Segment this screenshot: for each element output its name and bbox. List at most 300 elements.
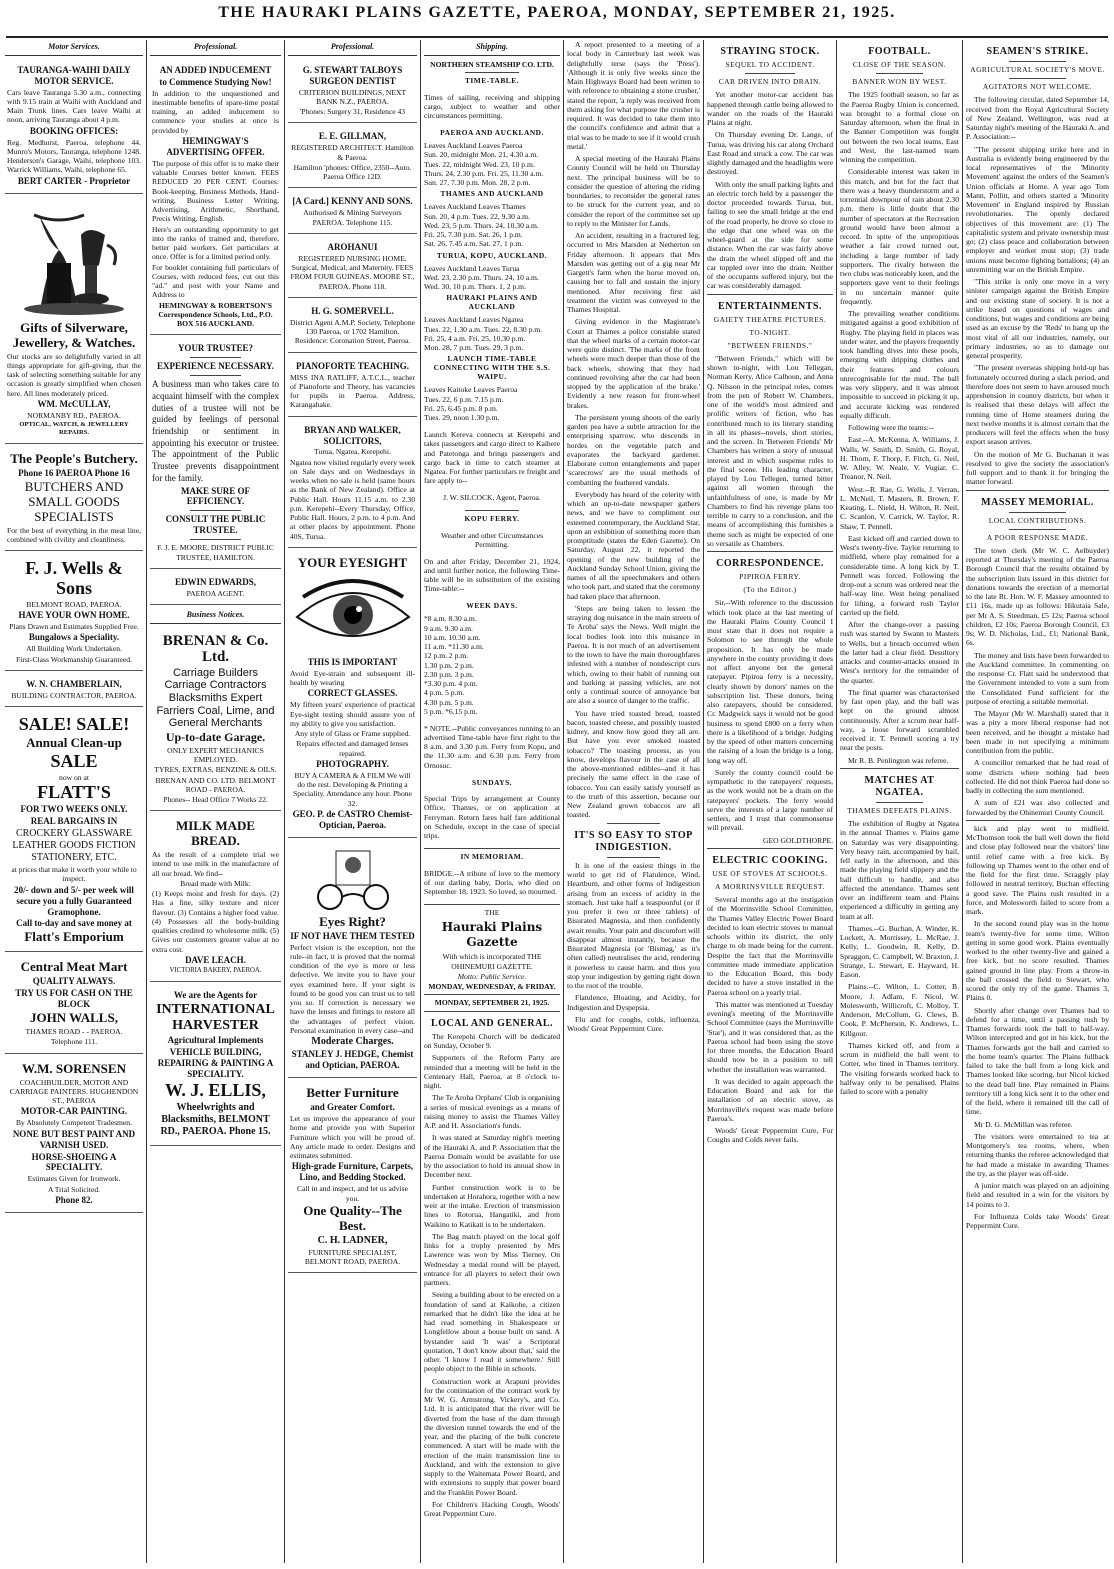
text-block: Better Furniture bbox=[306, 1085, 399, 1101]
text-block: MOTOR-CAR PAINTING. bbox=[20, 1106, 128, 1117]
text-block: "This strike is only one move in a very sinister campaign against the British Empire and our existing state of society. It is not a strike based on questions of wages and conditions, but wages and conditions are being used as an excuse by the 'Reds' to hang up the most vital of all our industries, namely, our primary industries, so as to damage our general prosperity. bbox=[966, 277, 1109, 360]
text-block: HORSE-SHOEING A SPECIALITY. bbox=[31, 1151, 117, 1173]
text-block: THAMES ROAD - - PAEROA. bbox=[25, 1027, 123, 1037]
divider bbox=[190, 375, 241, 376]
text-block: Plains.--C. Wilton, L. Cotter, B. Moore, J. Adlam, F. Nicol, W. Molesworth, Willicroft, C. Molloy, T. Anderson, McCollum, G. Clews, B. Cook, P. McPherson, K. Andrews, L. Killgour. bbox=[840, 982, 959, 1038]
text-block: In the second round play was in the home team's twenty-five for some time, Wilton getting in some good work. Plains eventually worked to the other twenty-five and gained a free kick, but no score resulted. Thames gained ground in line play. From a throw-in the ball crossed the field to Stewart, who scored the only try of the game. Thames 3, Plains 0. bbox=[966, 919, 1109, 1003]
text-block: Gifts of Silverware, Jewellery, & Watches. bbox=[12, 319, 136, 350]
eye-illustration bbox=[293, 575, 413, 653]
text-block: LOCAL CONTRIBUTIONS. bbox=[988, 515, 1087, 525]
article-heading: FOOTBALL. bbox=[868, 46, 931, 57]
text-block: The money and lists have been forwarded to the Auckland committee. In commenting on the response Cr. Flatt said he understood that the Government intended to vote a sum from the Consolidated Fund sufficient for the purpose of erecting a suitable memorial. bbox=[966, 650, 1109, 706]
text-block: HAVE YOUR OWN HOME. bbox=[18, 610, 130, 621]
text-block: BRIDGE.--A tribute of love to the memory of our darling baby, Doris, who died on September 18, 1923. So loved, so mourned. bbox=[424, 868, 560, 897]
text-block: "BETWEEN FRIENDS." bbox=[727, 340, 813, 350]
text-block: HEMINGWAY'S ADVERTISING OFFER. bbox=[166, 135, 265, 157]
text-block: Surely the county council could be sympathetic to the ratepayers' requests, as the work would not be a drain on the ratepayers' pockets. The ferry would serve the interests of a large number of settlers, and I trust that commonsense will prevail. bbox=[707, 767, 833, 833]
text-block: BOOKING OFFICES: bbox=[29, 125, 119, 136]
text-block: A special meeting of the Hauraki Plains County Council will be held on Thursday next. The principal business will be to consider the question of altering the riding boundaries, to reconsider the general rates to be struck for the current year, and to consider the report of the committee set up to reply to the Minister for Lands. bbox=[567, 154, 700, 228]
text-block: 'Steps are being taken to lessen the straying dog nuisance in the main streets of Te Aroha' says the News. Well might the local bodies look into this nuisance in Paeroa. It is not much of an advertisement to the town to have the main thoroughfares infested with a number of nondescript curs which, owing to their habit of running out and barking at passing vehicles, are not only a continual source of annoyance but are also a source of danger to the traffic. bbox=[567, 603, 700, 706]
text-block: HEMINGWAY & ROBERTSON'S Correspondence Schools, Ltd., P.O. BOX 516 AUCKLAND. bbox=[158, 300, 273, 329]
text-block: 12 p.m. 2 p.m. bbox=[424, 651, 469, 661]
text-block: My fifteen years' experience of practical Eye-sight testing should assure you of my ability to give you satisfaction. bbox=[290, 700, 415, 728]
text-block: A junior match was played on an adjoining field and resulted in a win for the visitors by 14 points to 3. bbox=[966, 1181, 1109, 1209]
divider bbox=[424, 994, 560, 995]
timetable-kopu-ferry bbox=[424, 614, 560, 716]
text-block: 4.30 p.m. 5 p.m. bbox=[424, 697, 474, 707]
text-block: Repairs effected and damaged lenses repaired. bbox=[296, 739, 409, 758]
divider bbox=[190, 539, 241, 540]
text-block: H. G. SOMERVELL. bbox=[311, 305, 394, 316]
text-block: Here's an outstanding opportunity to get into the ranks of trained and, therefore, better paid workers. Get particulars at once. Offer is for a limited period only. bbox=[152, 224, 279, 262]
text-block: INTERNATIONAL HARVESTER bbox=[156, 1002, 275, 1034]
article-body bbox=[707, 90, 833, 290]
ad-gillman-architect bbox=[288, 126, 417, 188]
divider bbox=[1009, 61, 1066, 62]
text-block: CLOSE OF THE SEASON. bbox=[852, 60, 947, 70]
text-block: VICTORIA BAKERY, PAEROA. bbox=[169, 966, 262, 974]
text-block: Everybody has heard of the celerity with which an up-to-date newspaper gathers news, and we have to compliment our esteemed contemporary, the Auckland Star, upon an exhibition of something more than promptitude (states the Eden Gazette). On Saturday, August 22, it reported the opening of the new building of the Auckland Sunday School Union, giving the names of all the speechmakers and others who took part, and stated that the ceremony had taken place that afternoon. bbox=[567, 489, 700, 601]
column-heading: Shipping. bbox=[424, 40, 560, 56]
text-block: F. J. Wells & Sons bbox=[25, 558, 123, 599]
text-block: MONDAY, SEPTEMBER 21, 1925. bbox=[434, 998, 550, 1008]
text-block: Tues. 22, midnight Wed. 23, 10 p.m. bbox=[424, 159, 535, 169]
text-block: Wheelwrights and Blacksmiths, BELMONT RD., PAEROA. Phone 15. bbox=[160, 1102, 271, 1138]
text-block: Let us improve the appearance of your home and provide you with Superior Furniture which you will be proud of. Any article made to order. Designs and estimates submitted. bbox=[290, 1114, 415, 1161]
text-block: PAEROA AGENT. bbox=[186, 588, 245, 598]
text-block: THAMES AND AUCKLAND bbox=[440, 189, 544, 199]
ad-mccullay-silverware bbox=[5, 197, 143, 444]
divider bbox=[966, 490, 1109, 491]
text-block: SALE bbox=[50, 750, 98, 771]
text-block: Launch Kereva connects at Kerepehi and takes passengers and cargo direct to Kaihere and Patetonga and brings passengers and cargo back in time to catch steamer at Ngatea. For further particulars re freight and fare apply to-- bbox=[424, 430, 560, 486]
divider bbox=[190, 510, 241, 511]
text-block: FOR TWO WEEKS ONLY. bbox=[20, 803, 128, 814]
text-block: 10 a.m. 10.30 a.m. bbox=[424, 632, 481, 642]
ad-pianoforte-teaching bbox=[288, 356, 417, 417]
divider bbox=[876, 73, 924, 74]
divider bbox=[607, 823, 660, 824]
text-block: With which is incorporated THE OHINEMURI GAZETTE. bbox=[442, 952, 542, 971]
text-block: 9 a.m. 9.30 a.m. bbox=[424, 623, 473, 633]
text-block: 5 p.m. *6.15 p.m. bbox=[424, 706, 478, 716]
ad-tauranga-waihi-motor bbox=[5, 60, 143, 194]
text-block: PIANOFORTE TEACHING. bbox=[295, 360, 410, 371]
divider bbox=[1009, 529, 1066, 530]
text-block: An accident, resulting in a fractured leg, occurred to Mrs Marsden at Netherton on Friday afternoon. It appears that Mrs Marsden was getting out of a gig near Mr Gargett's farm when the horse moved on, causing her to fall and sustain the injury mentioned. After receiving first aid treatment the victim was conveyed to the Thames Hospital. bbox=[567, 231, 700, 314]
article-heading: SEAMEN'S STRIKE. bbox=[986, 46, 1089, 57]
text-block: One Quality--The Best. bbox=[303, 1202, 402, 1233]
ad-somervell bbox=[288, 301, 417, 353]
text-block: Tues. 29, noon 1.30 p.m. bbox=[424, 413, 500, 423]
text-block: Leaves Auckland Leaves Paeroa bbox=[424, 141, 523, 150]
ad-talboys-dentist bbox=[288, 60, 417, 124]
text-block: All Building Work Undertaken. bbox=[26, 644, 122, 654]
text-block: TIME-TABLE. bbox=[464, 76, 520, 85]
text-block: Avoid Eye-strain and subsequent ill-health by wearing bbox=[290, 668, 415, 688]
text-block: CORRECT GLASSES. bbox=[307, 688, 398, 699]
text-block: BRYAN AND WALKER, SOLICITORS, bbox=[304, 424, 401, 446]
text-block: This matter was mentioned at Tuesday evening's meeting of the Morrinsville School Committee (says the Morrinsville 'Star'), and it was considered that, as the Paeroa school had been using the stove for three months, the Education Board should now be in a position to tell whether the installation was warranted. bbox=[707, 999, 833, 1074]
text-block: You have tried toasted bread, toasted bacon, toasted cheese, and possibly toasted kidney, and know how good they all are. But have you ever smoked toasted tobacco? The toasting process, as you know, develops flavour in the case of all the above-mentioned edibles--and it has precisely the same effect in the case of tobacco. You can easily satisfy yourself as to the truth of this assertion, because our New Zealand grown tobaccos are all toasted. bbox=[567, 708, 700, 820]
text-block: The prevailing weather conditions mitigated against a good exhibition of Rugby. The playing field in places was under water, and the players frequently took handling dives into these pools, emerging with dripping clothes and their features and colours unrecognisable for the mud. The ball was very slippery, and it was almost impossible to succeed in picking it up, and accurate kicking was rendered equally difficult. bbox=[840, 309, 959, 420]
text-block: As the result of a complete trial we intend to use milk in the manufacture of all our bread. We find-- bbox=[152, 850, 279, 878]
text-block: Phone 82. bbox=[55, 1194, 93, 1205]
text-block: Mon. 28, 7 p.m. Tues. 29, 3 p.m. bbox=[424, 343, 524, 353]
text-block: BUTCHERS AND SMALL GOODS SPECIALISTS bbox=[24, 478, 124, 524]
text-block: Times of sailing, receiving and shipping cargo, subject to weather and other circumstances permitting. bbox=[424, 92, 560, 121]
column-heading: Motor Services. bbox=[5, 40, 143, 56]
text-block: at prices that make it worth your while to inspect. bbox=[11, 865, 137, 884]
text-block: Tues. 22, 1.30 a.m. Tues. 22, 8.30 p.m. bbox=[424, 324, 543, 334]
text-block: 4 p.m. 5 p.m. bbox=[424, 688, 465, 698]
divider bbox=[707, 551, 833, 552]
text-block: TRY US FOR CASH ON THE BLOCK bbox=[15, 988, 133, 1010]
column-news-2 bbox=[704, 40, 836, 1563]
text-block: GEO GOLDTHORPE. bbox=[762, 835, 833, 845]
text-block: Phones-- Head Office 7 Works 22. bbox=[163, 795, 268, 805]
text-block: FLATT'S bbox=[37, 781, 111, 802]
text-block: W.M. SORENSEN bbox=[22, 1060, 126, 1076]
text-block: Following were the teams:-- bbox=[848, 423, 934, 432]
text-block: (To the Editor.) bbox=[743, 585, 797, 595]
text-block: Shortly after change over Thames had to defend for a time, until a passing rush by Thames forwards took the ball to half-way. Wilton intercepted and got in his kick, but the Thames forwards got the ball and carried to the home team's quarter. The Plains fullback failed to take the ball from a long kick and Thames looked like scoring, but Nicol kicked to the dead ball line. Play remained in Plains territory till a long kick sent it to the other end of the field, where it remained till the call of time. bbox=[966, 1005, 1109, 1117]
text-block: A councillor remarked that he had read of some districts where nothing had been collected. He did not think Paeroa had done so badly in collecting the sum mentioned. bbox=[966, 758, 1109, 795]
text-block: High-grade Furniture, Carpets, Lino, and Bedding Stocked. bbox=[291, 1161, 414, 1183]
text-block: Yet another motor-car accident has happened through cattle being allowed to wander on the roads of the Hauraki Plains at night. bbox=[707, 90, 833, 127]
divider bbox=[424, 904, 560, 905]
divider bbox=[1009, 78, 1066, 79]
text-block: BELMONT ROAD, PAEROA. bbox=[26, 599, 122, 609]
text-block: Up-to-date Garage. bbox=[165, 730, 266, 745]
text-block: Reg. Medhurst, Paeroa, telephone 44. Munro's Motors, Tauranga, telephone 1248. Henderson's Garage, Waihi, telephone 103. Warrick Williams, Waihi, telephone 65. bbox=[7, 137, 141, 175]
text-block: AGRICULTURAL SOCIETY'S MOVE. bbox=[970, 65, 1105, 75]
text-block: *3.30 p.m. 4 p.m. bbox=[424, 679, 478, 689]
ad-arohanui-nursing-home bbox=[288, 237, 417, 298]
text-block: OPTICAL, WATCH, & JEWELLERY REPAIRS. bbox=[19, 420, 129, 436]
ad-peoples-butchery bbox=[5, 447, 143, 551]
text-block: WM. McCULLAY, bbox=[37, 398, 111, 409]
text-block: First-Class Workmanship Guaranteed. bbox=[16, 654, 132, 664]
text-block: District Agent A.M.P. Society, Telephone 130 Paeroa, or 1702 Hamilton. Residence: Coronation Street, Paeroa. bbox=[290, 317, 415, 346]
text-block: MISS INA RATLIFF, A.T.C.L., teacher of Pianoforte and Theory, has vacancies for pupils in Paeroa. Address, Karangahake. bbox=[290, 372, 415, 410]
ad-hemingway bbox=[150, 60, 281, 336]
text-block: PIPIROA FERRY. bbox=[739, 572, 801, 582]
text-block: The 1925 football season, so far as the Paeroa Rugby Union is concerned, was brought to a formal close on Saturday afternoon, when the final in the Banner Competition was fought out between the two local teams, East and West, the last-named team winning the competition. bbox=[840, 90, 959, 164]
text-block: Mr R. B. Penlington was referee. bbox=[848, 755, 949, 765]
silverware-illustration bbox=[19, 205, 129, 317]
text-block: TYRES, EXTRAS, BENZINE & OILS. bbox=[154, 765, 277, 775]
text-block: F. J. E. MOORE, DISTRICT PUBLIC TRUSTEE, HAMILTON. bbox=[157, 543, 274, 562]
divider bbox=[1009, 512, 1066, 513]
text-block: Seeing a building about to be erected on a foundation of sand at Kaikohe, a citizen remarked that he didn't like the idea at he had read something in Shakespeare or Longfellow about a house built on sand. A bystander said 'It was' a Scriptural quotation, 'I don't know about that,' said the other. 'I know I read it somewhere.' Still people object to the Bible in schools. bbox=[424, 1290, 560, 1374]
article-body bbox=[966, 546, 1109, 817]
text-block: 20/- down and 5/- per week will secure you a fully Guaranteed Gramophone. bbox=[14, 884, 134, 917]
ad-ladner-furniture bbox=[288, 1081, 417, 1273]
text-block: Special Trips by arrangement at County Office, Thames, or on application at Ferryman. Return fares half fare additional on Schedule, except in the case of special trips. bbox=[424, 794, 560, 841]
text-block: BUILDING CONTRACTOR, PAEROA. bbox=[11, 690, 137, 700]
text-block: A sum of £21 was also collected and forwarded by the Ohinemuri County Council. bbox=[966, 798, 1109, 817]
text-block: Thurs. 24, 2.30 p.m. Fri. 25, 11.30 a.m. bbox=[424, 168, 544, 178]
text-block: A Trial Solicited. bbox=[47, 1184, 101, 1194]
text-block: The exhibition of Rugby at Ngatea in the annual Thames v. Plains game on Saturday was very disappointing. Very heavy rain, accompanied by hail, fell early in the afternoon, and this made the playing field slippery and the ball difficult to handle, and also affected the attendance. Thames sent over an indifferent team and Plains experienced a difficulty in getting any team at all. bbox=[840, 819, 959, 921]
ad-de-castro-eyesight bbox=[288, 551, 417, 838]
text-block: Further construction work is to be undertaken at Horahora, together with a new weir at the intake. Erection of transmission lines to Rotorua, Hangatiki, and from Waikino to Katikati is to be undertaken. bbox=[424, 1182, 560, 1229]
text-block: Wed. 23, 5 p.m. Thurs. 24, 10.30 a.m. bbox=[424, 220, 539, 230]
text-block: EXPERIENCE NECESSARY. bbox=[157, 361, 274, 372]
article-body bbox=[840, 819, 959, 1096]
text-block: Supporters of the Reform Party are reminded that a meeting will be held in the Centenary Hall, Paeroa, at 8 o'clock to-night. bbox=[424, 1053, 560, 1091]
article-body bbox=[567, 40, 700, 820]
article-heading: CORRESPONDENCE. bbox=[716, 558, 824, 570]
ad-sorensen bbox=[5, 1057, 143, 1213]
text-block: On the motion of Mr G. Buchanan it was resolved to give the society the association's full support and to thank it for bringing the matter forward. bbox=[966, 449, 1109, 487]
column-seamens-strike bbox=[963, 40, 1112, 1563]
article-body bbox=[840, 90, 959, 765]
text-block: We are the Agents for bbox=[173, 990, 258, 1001]
text-block: REGISTERED NURSING HOME. Surgical, Medical, and Maternity. FEES FROM FOUR GUINEAS. MOORE ST., PAEROA. Phone 118. bbox=[290, 253, 415, 291]
text-block: DAVE LEACH. bbox=[185, 954, 246, 965]
article-heading: STRAYING STOCK. bbox=[720, 46, 820, 57]
text-block: MONDAY, WEDNESDAY, & FRIDAY. bbox=[428, 982, 556, 992]
text-block: to Commence Studying Now! bbox=[159, 76, 272, 87]
text-block: In addition to the unquestioned and inestimable benefits of spare-time postal training, an added inducement to commence your studies at once is provided by bbox=[152, 88, 279, 135]
text-block: Weather and other Circumstances Permitting. bbox=[440, 530, 544, 549]
text-block: BUY A CAMERA & A FILM We will do the rest. Developing & Printing a Speciality. Attendance any hour. Phone 32. bbox=[293, 770, 412, 808]
column-professional-2 bbox=[285, 40, 420, 1563]
divider bbox=[745, 73, 795, 74]
text-block: "The present overseas shipping hold-up has fortunately occurred during a slack period, and therefore does not seem to have aroused much apprehension in country districts, but when it is realised that these delays will affect the running time of Home steamers during the next twelve months it is almost certain that the producers will feel the effects when the busy export season arrives. bbox=[966, 363, 1109, 447]
text-block: Woods' Great Peppermint Cure, For Coughs and Colds never fails. bbox=[707, 1126, 833, 1145]
column-local-news bbox=[564, 40, 703, 1563]
text-block: Sat. 26, 7.45 a.m. Sat. 27, 1 p.m. bbox=[424, 239, 524, 249]
article-body bbox=[707, 354, 833, 548]
text-block: W. N. CHAMBERLAIN, bbox=[26, 678, 122, 689]
text-block: NORTHERN STEAMSHIP CO. LTD. bbox=[430, 59, 554, 69]
text-block: The persistent young shoots of the early garden pea have a subtle attraction for the enterprising sparrow, who descends in hordes on the vegetable patch and evaporates the backyard gardener. Elaborate cotton entanglements and paper 'scarecrows' are the usual methods of combatting the feathered vandals. bbox=[567, 412, 700, 487]
text-block: Estimates Given for Ironwork. bbox=[27, 1174, 121, 1184]
text-block: C. H. LADNER, bbox=[317, 1234, 388, 1246]
text-block: EDWIN EDWARDS, bbox=[174, 576, 256, 587]
text-block: A report presented to a meeting of a local body in Canterbury last week was delightfully terse (says the 'Press'). 'Although it is only five weeks since the Main Highways Board had been written to with reference to obtaining a stone crusher,' stated the report, 'a reply was received from them asking for what purpose the crusher is required. It was decided to take them into the council's confidence and admit that a trial was to be made to see if it would crush metal.' bbox=[567, 40, 700, 151]
article-body bbox=[567, 861, 700, 1034]
text-block: The Bag match played on the local golf links for a trophy presented by Mrs Lawrence was won by Miss Tierney. On Wednesday a medal round will be played, entrance for all players to select their own partners. bbox=[424, 1231, 560, 1288]
text-block: JOHN WALLS, bbox=[30, 1010, 118, 1026]
text-block: BRENAN AND CO. LTD. BELMONT ROAD - PAEROA. bbox=[155, 775, 276, 794]
text-block: Agricultural Implements bbox=[167, 1035, 264, 1046]
text-block: Call to-day and save money at bbox=[16, 918, 132, 929]
column-heading: Professional. bbox=[150, 40, 281, 56]
text-block: It was stated at Saturday night's meeting of the Hauraki A. and P. Association that the Paeroa Domain would be available for use by the association to hold its annual show in December next. bbox=[424, 1133, 560, 1180]
text-block: BERT CARTER - Proprietor bbox=[17, 175, 131, 186]
text-block: CONSULT THE PUBLIC TRUSTEE. bbox=[165, 514, 266, 536]
text-block: The following circular, dated September 14, received from the Royal Agricultural Society of New Zealand, Wellington, was read at Saturday night's meeting of the Hauraki A. and P. Association:-- bbox=[966, 95, 1109, 142]
article-body bbox=[424, 1032, 560, 1519]
text-block: Wed. 30, 10 p.m. Thurs. 1, 2 p.m. bbox=[424, 282, 526, 292]
text-block: W. J. ELLIS, bbox=[165, 1080, 266, 1101]
text-block: TAURANGA-WAIHI DAILY MOTOR SERVICE. bbox=[17, 64, 131, 86]
text-block: kick and play went to midfield. McThomson took the ball well down the field and close play followed near the visitors' line until relief came with a free kick. By following up Thames went to the other end of the field for the first time. Scraggly play followed in neutral territory, Buchan effecting a good save. The Plains rush resulted in a force, and Molesworth failed to score from a mark. bbox=[966, 823, 1109, 916]
text-block: Bread made with Milk: bbox=[180, 878, 251, 888]
text-block: On and after Friday, December 21, 1924, and until further notice, the following Time-table will be in substitution of the existing Time-table:-- bbox=[424, 556, 560, 594]
text-block: After the change-over a passing rush was started by Swann to Masters to Wells, but a breach occurred when the latter had a clear field. Desultory attacks and counter-attacks ensued in West's territory for the remainder of the quarter. bbox=[840, 620, 959, 685]
text-block: For Children's Hacking Cough, Woods' Great Peppermint Cure. bbox=[424, 1499, 560, 1519]
article-heading: MASSEY MEMORIAL. bbox=[981, 496, 1094, 508]
divider bbox=[465, 510, 519, 511]
text-block: Eyes Right? bbox=[319, 913, 386, 929]
text-block: Flu and for coughs, colds, influenza, Woods' Great Peppermint Cure. bbox=[567, 1014, 700, 1034]
text-block: Motto: Public Service. bbox=[457, 971, 527, 981]
text-block: Giving evidence in the Magistrate's Court at Thames a police constable stated that the wheel marks of a certain motor-car were quite distinct. 'The marks of the front wheels were much deeper than those of the back wheels, showing that they had continued revolving after the car had been stopped by the application of the brake.' Evidently a new reason for front-wheel brakes. bbox=[567, 317, 700, 410]
text-block: Any style of Glass or Frame supplied. bbox=[294, 729, 411, 739]
divider bbox=[607, 857, 660, 858]
text-block: IN MEMORIAM. bbox=[460, 852, 524, 861]
text-block: IF NOT HAVE THEM TESTED bbox=[290, 930, 415, 941]
text-block: Ngatea now visited regularly every week on Sale days and on Wednesdays in weeks when no sale is held (same hours as the Bank of New Zealand). Office at Public Hall. Hours 11.15 a.m. to 2.30 p.m. Kerepehi--Every Thursday, Office, Public Hall. Hours, 2 p.m. to 4 p.m. And at other places by appointment. Phone 40S, Turua. bbox=[290, 457, 415, 541]
text-block: East.--A. McKenna, A. Williams, J. Walls, W. Smith, D. Smith, G. Royal, H. Thorn, F. Thorp, F. Fitch, G. Neil, W. Alley, W. Neale, V. Vugiar, C. Treanor, N. Neil. bbox=[840, 435, 959, 482]
newspaper-nameplate bbox=[424, 908, 560, 1012]
ad-milk-made-bread bbox=[150, 814, 281, 982]
text-block: Tues. 22, 6 p.m. 7.15 p.m. bbox=[424, 394, 504, 404]
text-block: FURNITURE SPECIALIST, BELMONT ROAD, PAEROA. bbox=[304, 1247, 401, 1267]
text-block: Our stocks are so delightfully varied in all things appropriate for gift-giving, that the task of selecting something suitable for any occasion is greatly simplified when chosen here. All lines moderately priced. bbox=[7, 351, 141, 398]
text-block: BANNER WON BY WEST. bbox=[852, 77, 947, 87]
timetable-turua-kopu bbox=[424, 264, 560, 292]
text-block: THIS IS IMPORTANT bbox=[307, 656, 398, 667]
text-block: East kicked off and carried down to West's twenty-five. Taylor returning to midfield, where play remained for a considerable time. A long kick by T. Pennell was forced. Following the drop-out a scrum was ordered near the half-way line. West being penalised for lifting, a forward rush Taylor carried up the field. bbox=[840, 533, 959, 617]
text-block: CAR DRIVEN INTO DRAIN. bbox=[718, 77, 822, 87]
text-block: GEO. P. de CASTRO Chemist-Optician, Paeroa. bbox=[292, 808, 413, 830]
text-block: VEHICLE BUILDING, REPAIRING & PAINTING A SPECIALITY. bbox=[157, 1047, 274, 1080]
divider bbox=[465, 72, 519, 73]
column-motor-services bbox=[2, 40, 146, 1563]
text-block: BRENAN & Co. Ltd. bbox=[162, 632, 269, 666]
text-block: NORMANBY RD., PAEROA. bbox=[27, 410, 121, 420]
divider bbox=[707, 848, 833, 849]
article-body bbox=[707, 895, 833, 1145]
text-block: Mr D. G. McMillan was referee. bbox=[974, 1119, 1073, 1129]
ad-flatts-sale bbox=[5, 710, 143, 952]
text-block: Leaves Auckland Leaves Thames bbox=[424, 202, 526, 212]
text-block: Call in and inspect, and let us advise you. bbox=[297, 1184, 408, 1203]
text-block: USE OF STOVES AT SCHOOLS. bbox=[712, 868, 828, 878]
text-block: Annual Clean-up bbox=[26, 734, 122, 750]
text-block: CRITERION BUILDINGS, NEXT BANK N.Z., PAEROA. bbox=[298, 87, 407, 106]
text-block: For Influenza Colds take Woods' Great Peppermint Cure. bbox=[966, 1211, 1109, 1230]
text-block: On Thursday evening Dr. Lange, of Turua, was driving his car along Orchard East Road and struck a cow. The car was slightly damaged and the headlights were destroyed. bbox=[707, 130, 833, 177]
ad-kenny-sons bbox=[288, 191, 417, 233]
text-block: CROCKERY GLASSWARE LEATHER GOODS FICTION STATIONERY, ETC. bbox=[12, 827, 136, 863]
text-block: *8 a.m. 8.30 a.m. bbox=[424, 614, 477, 624]
text-block: Sun. 20, 4 p.m. Tues. 22, 9.30 a.m. bbox=[424, 211, 530, 221]
text-block: WEEK DAYS. bbox=[466, 601, 518, 611]
text-block: YOUR EYESIGHT bbox=[297, 554, 408, 570]
text-block: The town clerk (Mr W. C. Aelbuyder) reported at Thursday's meeting of the Paeroa Borough Council that the results obtained by the subscription lists issued in this district for donations towards the erection of a memorial to the late Rt. Hon. W. F. Massey amounted to £11 16s, made up as follows: Hikutaia Sale, per Mr A. S. Steedman, £5 12s; Paeroa school children, £2 10s; Paeroa Borough Council, £3 9s; W. D. Nicholas, Ltd., £1; National Bank, 6s. bbox=[966, 545, 1109, 648]
text-block: THAMES DEFEATS PLAINS. bbox=[847, 806, 952, 816]
text-block: By Absolutely Competent Tradesmen. bbox=[15, 1118, 132, 1128]
divider bbox=[966, 820, 1109, 821]
ad-bryan-walker bbox=[288, 420, 417, 548]
divider bbox=[840, 768, 959, 769]
text-block: Bungalows a Speciality. bbox=[28, 632, 120, 643]
article-heading: ENTERTAINMENTS. bbox=[718, 300, 822, 312]
column-heading: Professional. bbox=[288, 40, 417, 56]
text-block: THE bbox=[484, 907, 500, 917]
text-block: The purpose of this offer is to make their valuable Courses better known. FEES REDUCED 20 PER CENT. Courses: Book-keeping, Business Methods, Hand-writing, Business Letter Writing, Advertising, Arithmetic, Shorthand, Precis Writing, English. bbox=[152, 158, 279, 224]
divider bbox=[876, 802, 924, 803]
masthead: THE HAURAKI PLAINS GAZETTE, PAEROA, MONDAY, SEPTEMBER 21, 1925. bbox=[218, 4, 896, 21]
text-block: The visitors were entertained to tea at Montgomery's tea rooms, where, when returning thanks the referee acknowledged that he had made a mistake in awarding Thames the try, as the player was off-side. bbox=[966, 1131, 1109, 1178]
text-block: 11 a.m. *11.30 a.m. bbox=[424, 642, 484, 652]
text-block: It is one of the easiest things in the world to get rid of Flatulence, Wind, Heartburn, and other forms of Indigestion arising from an excess of acidity in the stomach. Just take half a teaspoonful (or if you prefer it two or three tablets) of Bisurated Magnesia, and then confidently await results. Your pain and discomfort will disappear almost instantly, because the Bisurated Magnesia (or 'Bismag,' as it's often called) neutralises the acid, rendering it powerless to cause harm, and thus you stop your indigestion by getting right down to the root of the trouble. bbox=[567, 860, 700, 991]
text-block: YOUR TRUSTEE? bbox=[177, 343, 254, 354]
text-block: AROHANUI bbox=[327, 241, 378, 252]
text-block: Wed. 23, 2.30 p.m. Thurs. 24, 10 a.m. bbox=[424, 272, 539, 282]
divider bbox=[190, 357, 241, 358]
text-block: SEQUEL TO ACCIDENT. bbox=[725, 60, 815, 70]
text-block: Several months ago at the instigation of the Morrinsville School Committee, the Thames Valley Electric Power Board decided to loan electric stoves to manual schools within its district, the only charge to ob made being for the current. Despite the fact that the Morrinsville committee made immediate application to the Education Board, this body decided to have a stove installed in the Paeroa school on a yearly trial. bbox=[707, 895, 833, 997]
text-block: For booklet containing full particulars of Courses, with reduced fees, cut out this "ad." and post with your Name and Address to bbox=[152, 262, 279, 300]
text-block: LAUNCH TIME-TABLE CONNECTING WITH THE S.S. WAIPU. bbox=[433, 354, 551, 382]
ad-brenan bbox=[150, 628, 281, 812]
ad-central-meat-mart bbox=[5, 955, 143, 1053]
text-block: Hamilton 'phones: Office, 2350--Auto. Paeroa Office 12D. bbox=[293, 162, 412, 182]
column-subheading: Business Notices. bbox=[150, 608, 281, 624]
text-block: Perfect vision is the exception, not the rule--in fact, it is proved that the normal condition of the eye is more or less defective. We invite you to have your eyes examined here. If your sight is found to be good you can trust us to tell you so. If correction is necessary we have the lenses and fittings to restore all the advantages of perfect vision. Personal examination in every case--and bbox=[290, 942, 415, 1035]
column-professional-1 bbox=[147, 40, 284, 1563]
ad-international-harvester bbox=[150, 985, 281, 1145]
text-block: ONLY EXPERT MECHANICS EMPLOYED. bbox=[167, 745, 264, 765]
text-block: Sir,--With reference to the discussion which took place at the last meeting of the Hauraki Plains County Council I must state that it does not require a Solomon to see through the whole proposition. It has only be made anywhere in the county providing it does not affect anyone but the general ratepayer. Pipiroa ferry is a necessity, clearly shown by donors' names on the subscription list. These donors, being also ratepayers, should be considered. Cr. Madgwick says it would not be good business to spend £800 on a ferry when there is a likelihood of a bridge. Judging by the speed of other matters concerning the raising of a loan the bridge is a long, long way off. bbox=[707, 598, 833, 765]
text-block: SUNDAYS. bbox=[471, 777, 513, 787]
text-block: PAEROA AND AUCKLAND. bbox=[440, 127, 544, 137]
text-block: 1.30 p.m. 2 p.m. bbox=[424, 660, 474, 670]
text-block: now on at bbox=[59, 772, 89, 782]
article-body bbox=[966, 824, 1109, 1231]
text-block: E. E. GILLMAN, bbox=[318, 131, 387, 142]
text-block: West.--R. Rae, G. Wells, J. Verran, L. McNeil, T. Masters, R. Brown, F. Keating, L. Nield, H. Wilton, R. Neil, C. Scanlon, V. Carrick, W. Taylor, R. Shaw, T. Pennell. bbox=[840, 484, 959, 531]
article-heading: IT'S SO EASY TO STOP INDIGESTION. bbox=[574, 829, 693, 853]
text-block: Telephone 111. bbox=[50, 1037, 98, 1047]
text-block: MAKE SURE OF EFFICIENCY. bbox=[180, 485, 250, 507]
text-block: QUALITY ALWAYS. bbox=[32, 976, 116, 987]
article-heading: ELECTRIC COOKING. bbox=[712, 854, 828, 866]
article-body bbox=[707, 598, 833, 845]
text-block: 'Phones: Surgery 31, Residence 43 bbox=[299, 107, 406, 117]
text-block: TURUA, KOPU, AUCKLAND. bbox=[436, 250, 548, 260]
ad-hedge-eyes-right bbox=[288, 841, 417, 1079]
text-block: Central Meat Mart bbox=[20, 959, 128, 975]
text-block: Leaves Auckland Leaves Ngatea bbox=[424, 315, 524, 325]
text-block: "The present shipping strike here and in Australia is evidently being engineered by the local representatives of the 'Minority Movement' against the orders of the Seamen's Union officials at Home. A year ago Tom Mann, Pollitt, and others started a 'Minority Movement' in England inspired by Russian revolutionaries. The openly declared objectives of this movement are: (1) The capitalistic system and private ownership must go; (2) class peace and collaboration between employer and worker must stop; (3) trade unions must become fighting battalions; (4) an unremitting war on the British Empire. bbox=[966, 144, 1109, 274]
text-block: SALE! SALE! bbox=[18, 714, 130, 734]
column-shipping bbox=[421, 40, 563, 1563]
text-block: AN ADDED INDUCEMENT bbox=[159, 64, 272, 75]
text-block: Leaves Kaitoke Leaves Paeroa bbox=[424, 385, 518, 395]
text-block: Flatt's Emporium bbox=[24, 929, 124, 945]
article-body bbox=[966, 95, 1109, 486]
timetable-hauraki-plains bbox=[424, 315, 560, 352]
text-block: and Greater Comfort. bbox=[310, 1102, 395, 1113]
text-block: Flatulence, Bloating, and Acidity, for Indigestion and Dyspepsia. bbox=[567, 993, 700, 1012]
text-block: A business man who takes care to acquaint himself with the complex duties of a trustee will not be guided by feelings of personal friendship or sentiment in appointing his executor or trustee. The appointment of the Public Trustee prevents disappointment for the family. bbox=[152, 379, 279, 483]
text-block: HAURAKI PLAINS AND AUCKLAND bbox=[446, 293, 538, 312]
text-block: * NOTE.--Public conveyances running to an advertised Time-table have first right to the 8 a.m. and 3.30 p.m. Ferry from Kopu, and the 11.30 a.m. and 6.30 p.m. Ferry from Ornosuc. bbox=[424, 723, 560, 770]
text-block: Hauraki Plains Gazette bbox=[441, 920, 543, 949]
text-block: GAIETY THEATRE PICTURES. bbox=[713, 314, 827, 324]
text-block: Fri. 25, 7.30 p.m. Sat. 26, 1 p.m. bbox=[424, 230, 523, 240]
text-block: Moderate Charges. bbox=[311, 1036, 394, 1048]
